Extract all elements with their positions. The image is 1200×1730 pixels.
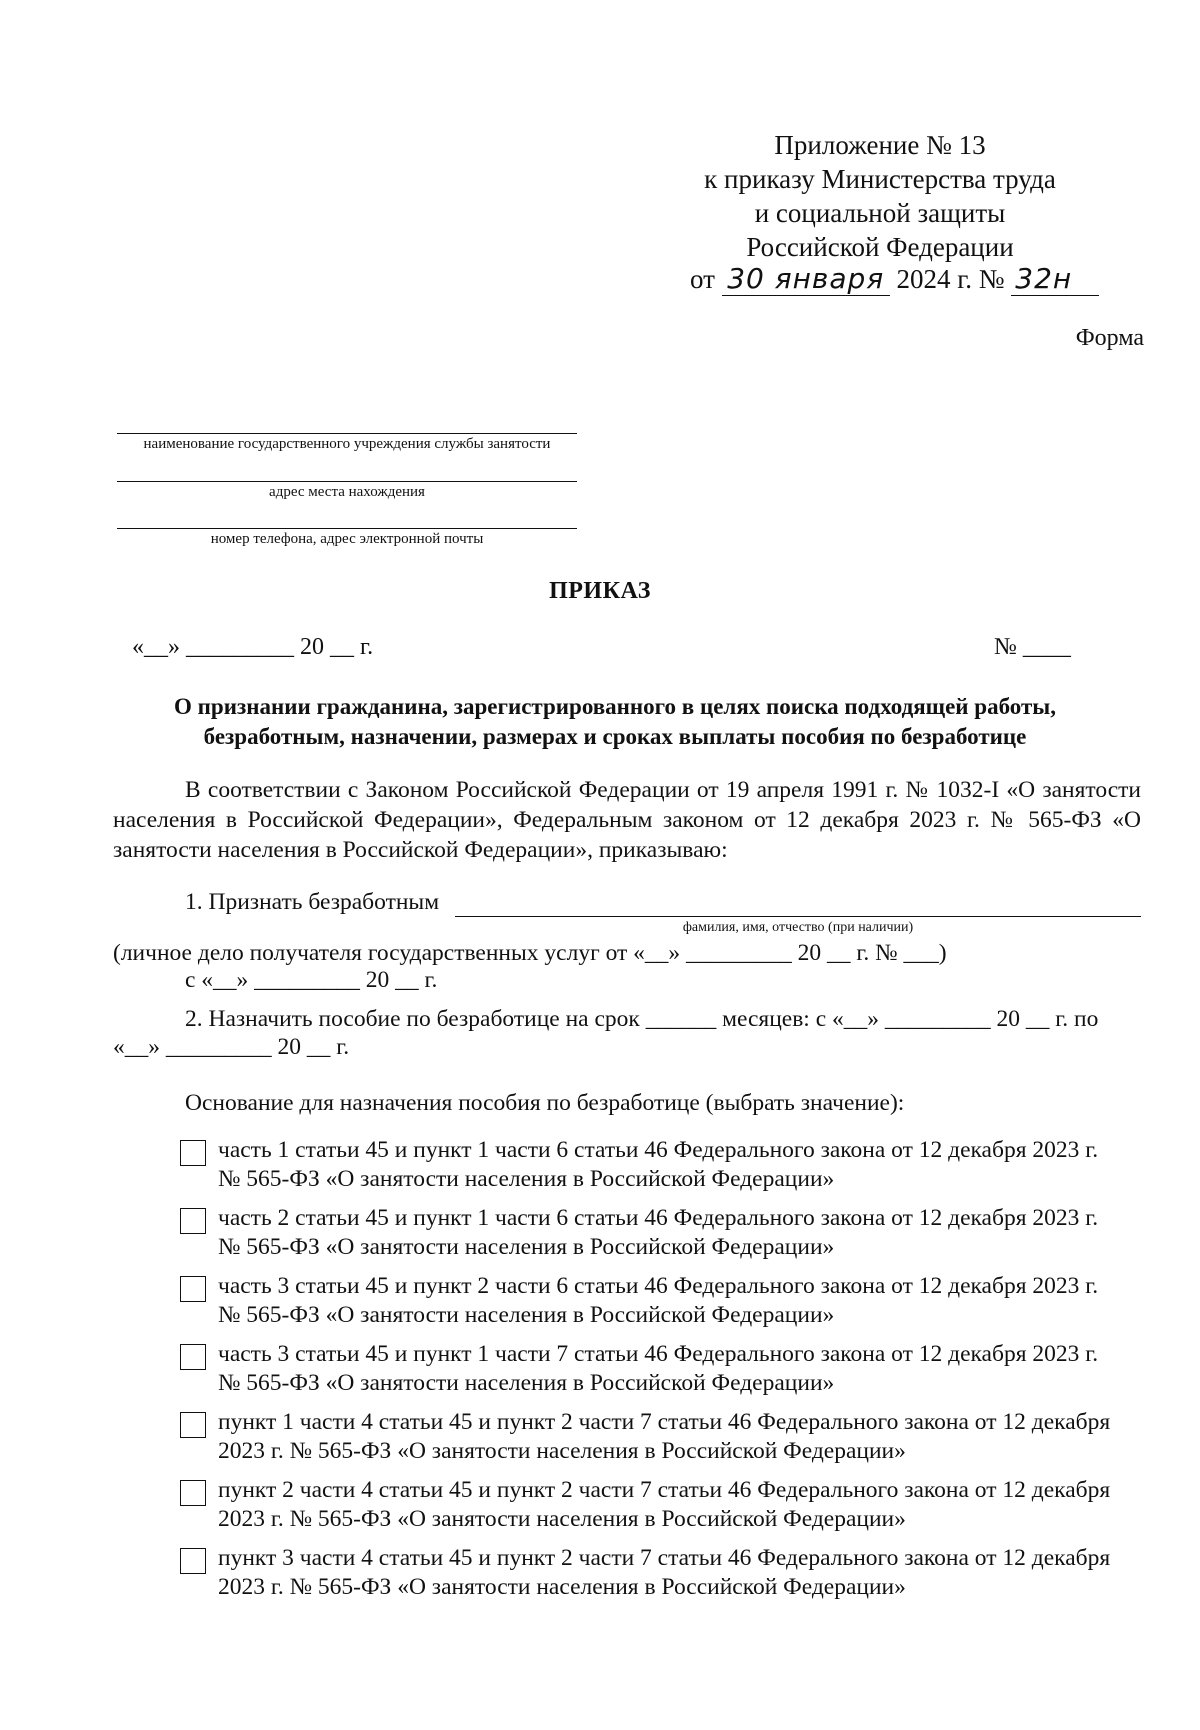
- option-text-line2: 2023 г. № 565-ФЗ «О занятости населения в Российской Федерации»: [218, 1506, 906, 1532]
- appendix-year: 2024 г. №: [896, 264, 1005, 294]
- option-text-line1: пункт 3 части 4 статьи 45 и пункт 2 части 7 статьи 46 Федерального закона от 12 декабря: [218, 1545, 1111, 1571]
- item1-from-date: с «__» _________ 20 __ г.: [185, 967, 438, 993]
- option-text: [218, 1136, 1138, 1194]
- option-checkbox[interactable]: [180, 1208, 206, 1234]
- order-title: ПРИКАЗ: [549, 578, 651, 604]
- item1-personal-file: (личное дело получателя государственных услуг от «__» _________ 20 __ г. № ___): [113, 940, 947, 966]
- item2-line1: 2. Назначить пособие по безработице на срок ______ месяцев: с «__» _________ 20 __ г. по: [185, 1006, 1099, 1032]
- handwritten-date: 30 января: [722, 262, 890, 296]
- contacts-field-line[interactable]: [117, 528, 577, 529]
- option-checkbox[interactable]: [180, 1548, 206, 1574]
- option-text: [218, 1476, 1138, 1534]
- item2-line2: «__» _________ 20 __ г.: [113, 1034, 350, 1060]
- basis-heading: Основание для назначения пособия по безработице (выбрать значение):: [185, 1090, 905, 1116]
- option-text-line1: пункт 1 части 4 статьи 45 и пункт 2 части 7 статьи 46 Федерального закона от 12 декабря: [218, 1409, 1111, 1435]
- order-subject: [100, 692, 1130, 752]
- item1-label: 1. Признать безработным: [185, 889, 440, 915]
- order-number: № ____: [994, 634, 1071, 660]
- option-text: [218, 1544, 1138, 1602]
- appendix-line3: и социальной защиты: [754, 198, 1006, 228]
- appendix-line1: Приложение № 13: [774, 130, 986, 160]
- option-text: [218, 1272, 1138, 1330]
- option-text-line2: № 565-ФЗ «О занятости населения в Российской Федерации»: [218, 1302, 835, 1328]
- option-checkbox[interactable]: [180, 1480, 206, 1506]
- subject-line2: безработным, назначении, размерах и сроках выплаты пособия по безработице: [203, 724, 1027, 749]
- option-text: [218, 1204, 1138, 1262]
- preamble: [113, 775, 1141, 865]
- form-label: Форма: [1075, 325, 1144, 351]
- address-caption: адрес места нахождения: [269, 484, 425, 500]
- option-checkbox[interactable]: [180, 1140, 206, 1166]
- appendix-date-prefix: от: [690, 264, 715, 294]
- subject-line1: О признании гражданина, зарегистрированного в целях поиска подходящей работы,: [174, 694, 1056, 719]
- contacts-caption: номер телефона, адрес электронной почты: [210, 531, 484, 547]
- appendix-date-line: [690, 262, 1099, 296]
- fio-caption: фамилия, имя, отчество (при наличии): [682, 920, 914, 935]
- option-text-line2: 2023 г. № 565-ФЗ «О занятости населения в Российской Федерации»: [218, 1574, 906, 1600]
- option-text-line1: пункт 2 части 4 статьи 45 и пункт 2 части 7 статьи 46 Федерального закона от 12 декабря: [218, 1477, 1111, 1503]
- appendix-line4: Российской Федерации: [746, 232, 1014, 262]
- option-text-line2: 2023 г. № 565-ФЗ «О занятости населения в Российской Федерации»: [218, 1438, 906, 1464]
- option-text-line2: № 565-ФЗ «О занятости населения в Российской Федерации»: [218, 1370, 835, 1396]
- option-checkbox[interactable]: [180, 1344, 206, 1370]
- institution-field-line[interactable]: [117, 433, 577, 434]
- institution-caption: наименование государственного учреждения службы занятости: [143, 436, 551, 452]
- address-field-line[interactable]: [117, 481, 577, 482]
- option-checkbox[interactable]: [180, 1276, 206, 1302]
- option-text: [218, 1340, 1138, 1398]
- appendix-block: [640, 128, 1120, 264]
- order-date: «__» _________ 20 __ г.: [132, 634, 374, 660]
- option-text-line1: часть 3 статьи 45 и пункт 2 части 6 статьи 46 Федерального закона от 12 декабря 2023 г.: [218, 1273, 1099, 1299]
- handwritten-number: 32н: [1011, 262, 1099, 296]
- fio-field-line[interactable]: [455, 916, 1141, 917]
- option-text-line1: часть 3 статьи 45 и пункт 1 части 7 статьи 46 Федерального закона от 12 декабря 2023 г.: [218, 1341, 1099, 1367]
- option-text-line1: часть 1 статьи 45 и пункт 1 части 6 статьи 46 Федерального закона от 12 декабря 2023 г.: [218, 1137, 1099, 1163]
- option-checkbox[interactable]: [180, 1412, 206, 1438]
- option-text-line2: № 565-ФЗ «О занятости населения в Российской Федерации»: [218, 1166, 835, 1192]
- option-text-line2: № 565-ФЗ «О занятости населения в Российской Федерации»: [218, 1234, 835, 1260]
- option-text-line1: часть 2 статьи 45 и пункт 1 части 6 статьи 46 Федерального закона от 12 декабря 2023 г.: [218, 1205, 1099, 1231]
- preamble-text: В соответствии с Законом Российской Федерации от 19 апреля 1991 г. № 1032-I «О занятости населения в Российской Федерации», Федеральным законом от 12 декабря 2023 г. № 565-ФЗ «О занятости населения в Российской Федерации», приказываю:: [113, 777, 1141, 863]
- option-text: [218, 1408, 1138, 1466]
- appendix-line2: к приказу Министерства труда: [704, 164, 1056, 194]
